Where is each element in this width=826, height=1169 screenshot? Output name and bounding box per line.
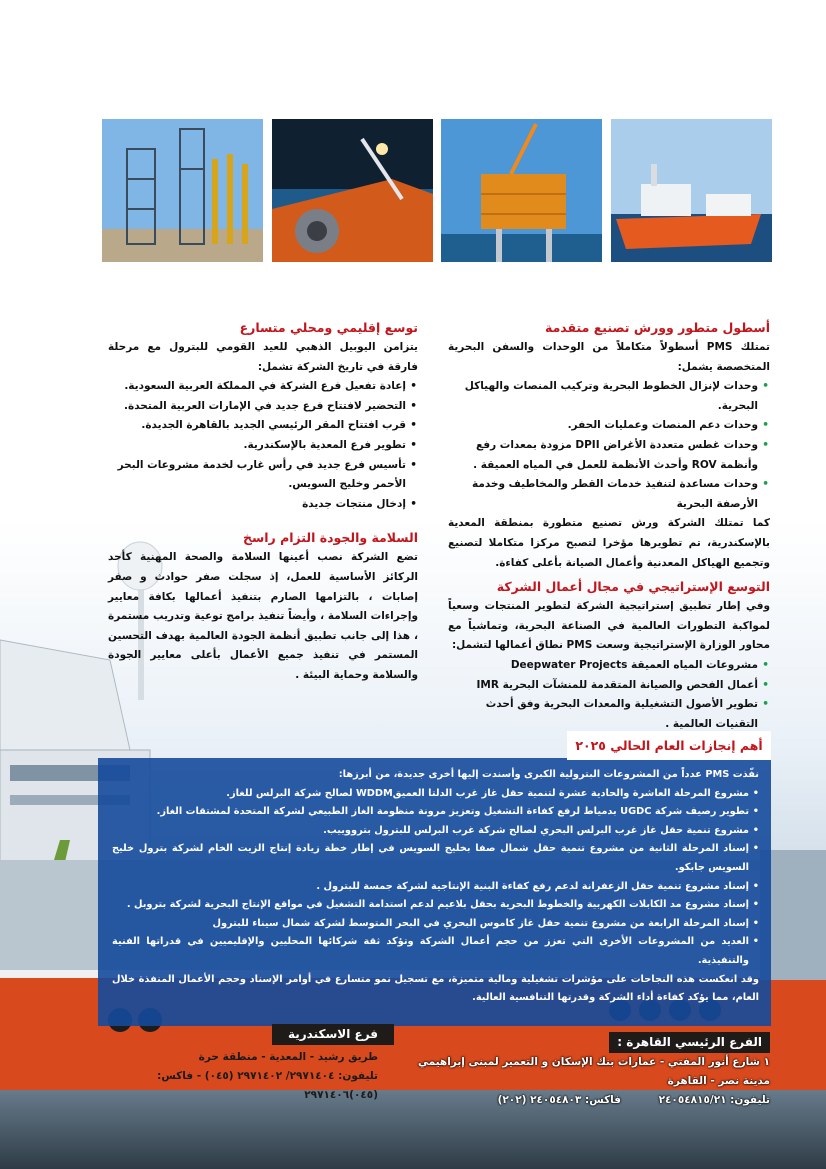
workshops-paragraph: كما تمتلك الشركة ورش تصنيع متطورة بمنطقة المعدية بالإسكندرية، تم تطويرها مؤخرا لتصبح مركزا متكاملا لتصنيع وتجميع الهياكل المعدنية وأعمال الصيانة بأعلى كفاءة. [448,517,770,569]
alex-branch-title: فرع الاسكندرية [272,1024,394,1045]
safety-heading: السلامة والجودة التزام راسخ [242,530,418,546]
fleet-list [448,377,770,514]
list-item: • وحدات مساعدة لتنفيذ خدمات القطر والمخاطيف وخدمة الأرصفة البحرية [448,475,770,514]
alex-fax: (٠٤٥)٢٩٧١٤٠٦ [304,1089,378,1101]
list-item: • تطوير الأصول التشغيلية والمعدات البحرية وفق أحدث التقنيات العالمية . [448,695,770,734]
right-column [448,318,770,734]
alex-phone: تليفون: ٢٩٧١٤٠٤/ ٢٩٧١٤٠٢ (٠٤٥) - فاكس: [157,1070,378,1082]
achievements-box [98,758,771,1026]
achievements-title: أهم إنجازات العام الحالي ٢٠٢٥ [567,731,771,760]
regional-heading: توسع إقليمي ومحلي متسارع [239,320,418,335]
ship-photo [611,119,772,262]
vessel-deck-photo [272,119,433,262]
cairo-city-line: مدينة نصر - القاهرة [667,1075,770,1087]
cairo-branch-title: الفرع الرئيسي القاهرة : [609,1032,770,1053]
achievements-list [112,785,759,971]
fleet-intro: تمتلك PMS أسطولاً متكاملاً من الوحدات والسفن البحرية المتخصصة يشمل: [448,341,770,373]
list-item: • مشروعات المياه العميقة Deepwater Projects [448,656,770,676]
list-item: • إسناد مشروع مد الكابلات الكهربية والخطوط البحرية بحقل بلاعيم لدعم استدامة التشغيل في مواقع الإنتاج البحرية لشركة بتروبل . [112,896,759,915]
list-item: • تطوير رصيف شركة UGDC بدمياط لرفع كفاءة التشغيل وتعزيز مرونة منظومة الغاز الطبيعي لشركة المتحدة لمشتقات الغاز. [112,803,759,822]
list-item: • أعمال الفحص والصيانة المتقدمة للمنشآت البحرية IMR [448,676,770,696]
list-item: • قرب افتتاح المقر الرئيسي الجديد بالقاهرة الجديدة. [108,416,418,436]
list-item: • إسناد المرحلة الثانية من مشروع تنمية حقل شمال صفا بخليج السويس في إطار خطة زيادة إنتاج الزيت الخام لشركة بترول خليج السويس جابكو. [112,840,759,877]
list-item: • تطوير فرع المعدية بالإسكندرية. [108,436,418,456]
list-item: • إسناد مشروع تنمية حقل الزعفرانة لدعم رفع كفاءة البنية الإنتاجية لشركة جمسة للبترول . [112,878,759,897]
list-item: • مشروع المرحلة العاشرة والحادية عشرة لتنمية حقل غاز غرب الدلتا العميقWDDM لصالح شركة البرلس للغاز. [112,785,759,804]
safety-paragraph: تضع الشركة نصب أعينها السلامة والصحة المهنية كأحد الركائز الأساسية للعمل، إذ سجلت صفر حوادث و صفر إصابات ، بالتزامها الصارم بتنفيذ أعمالها بكافة معايير وإجراءات السلامة ، وأيضاً تنفيذ برامج توعية وتدريب مستمرة ، هذا إلى جانب تطبيق أنظمة الجودة العالمية بهدف التحسين المستمر في تنفيذ جميع الأعمال بأعلى معايير الجودة والسلامة وحماية البيئة . [108,551,418,681]
list-item: • إدخال منتجات جديدة [108,495,418,515]
expansion-paragraph: وفي إطار تطبيق إستراتيجية الشركة لتطوير المنتجات وسعياً لمواكبة التطورات العالمية في الصناعة البحرية، وتماشياً مع محاور الوزارة الإستراتيجية وسعت PMS نطاق أعمالها لتشمل: [448,600,770,652]
list-item: • وحدات غطس متعددة الأغراض DPII مزودة بمعدات رفع وأنظمة ROV وأحدث الأنظمة للعمل في المياه العميقة . [448,436,770,475]
cairo-fax: فاكس: ٢٤٠٥٤٨٠٣ (٢٠٢) [497,1094,621,1106]
cairo-phone: تليفون: ٢٤٠٥٤٨١٥/٢١ [658,1094,770,1106]
achievements-intro: نفّذت PMS عدداً من المشروعات البترولية الكبرى وأسندت إليها أخرى جديدة، من أبرزها: [338,769,759,780]
fleet-heading: أسطول متطور وورش تصنيع متقدمة [544,320,770,335]
regional-intro: يتزامن اليوبيل الذهبي للعيد القومي للبترول مع مرحلة فارقة في تاريخ الشركة تشمل: [108,341,418,373]
platform-photo [441,119,602,262]
scope-list [448,656,770,734]
regional-list [108,377,418,514]
list-item: • التحضير لافتتاح فرع جديد في الإمارات العربية المتحدة. [108,397,418,417]
expansion-heading: التوسع الإستراتيجي في مجال أعمال الشركة [496,579,770,595]
alex-address-line: طريق رشيد - المعدية - منطقة حرة [198,1051,378,1063]
list-item: • إعادة تفعيل فرع الشركة في المملكة العربية السعودية. [108,377,418,397]
list-item: • وحدات دعم المنصات وعمليات الحفر. [448,416,770,436]
cairo-address-line: ١ شارع أنور المفتي - عمارات بنك الإسكان و التعمير لمبنى إبراهيمي [417,1056,770,1068]
left-column [108,318,418,686]
list-item: • مشروع تنمية حقل غاز غرب البرلس البحري لصالح شركة غرب البرلس للبترول بترووييب. [112,822,759,841]
achievements-outro: وقد انعكست هذه النجاحات على مؤشرات تشغيلية ومالية متميزة، مع تسجيل نمو متسارع في أوامر الإسناد وحجم الأعمال المنفذة خلال العام، مما يؤكد كفاءة أداء الشركة وقدرتها التنافسية العالية. [112,973,759,1004]
list-item: • تأسيس فرع جديد في رأس غارب لخدمة مشروعات البحر الأحمر وخليج السويس. [108,456,418,495]
list-item: • إسناد المرحلة الرابعة من مشروع تنمية حقل غاز كاموس البحري في البحر المتوسط لشركة شمال سيناء للبترول [112,915,759,934]
list-item: • وحدات لإنزال الخطوط البحرية وتركيب المنصات والهياكل البحرية. [448,377,770,416]
list-item: • العديد من المشروعات الأخرى التي تعزز من حجم أعمال الشركة وتؤكد ثقة شركائها المحليين والإقليميين في قدراتها الفنية والتنفيذية. [112,933,759,970]
rig-yard-photo [102,119,263,262]
